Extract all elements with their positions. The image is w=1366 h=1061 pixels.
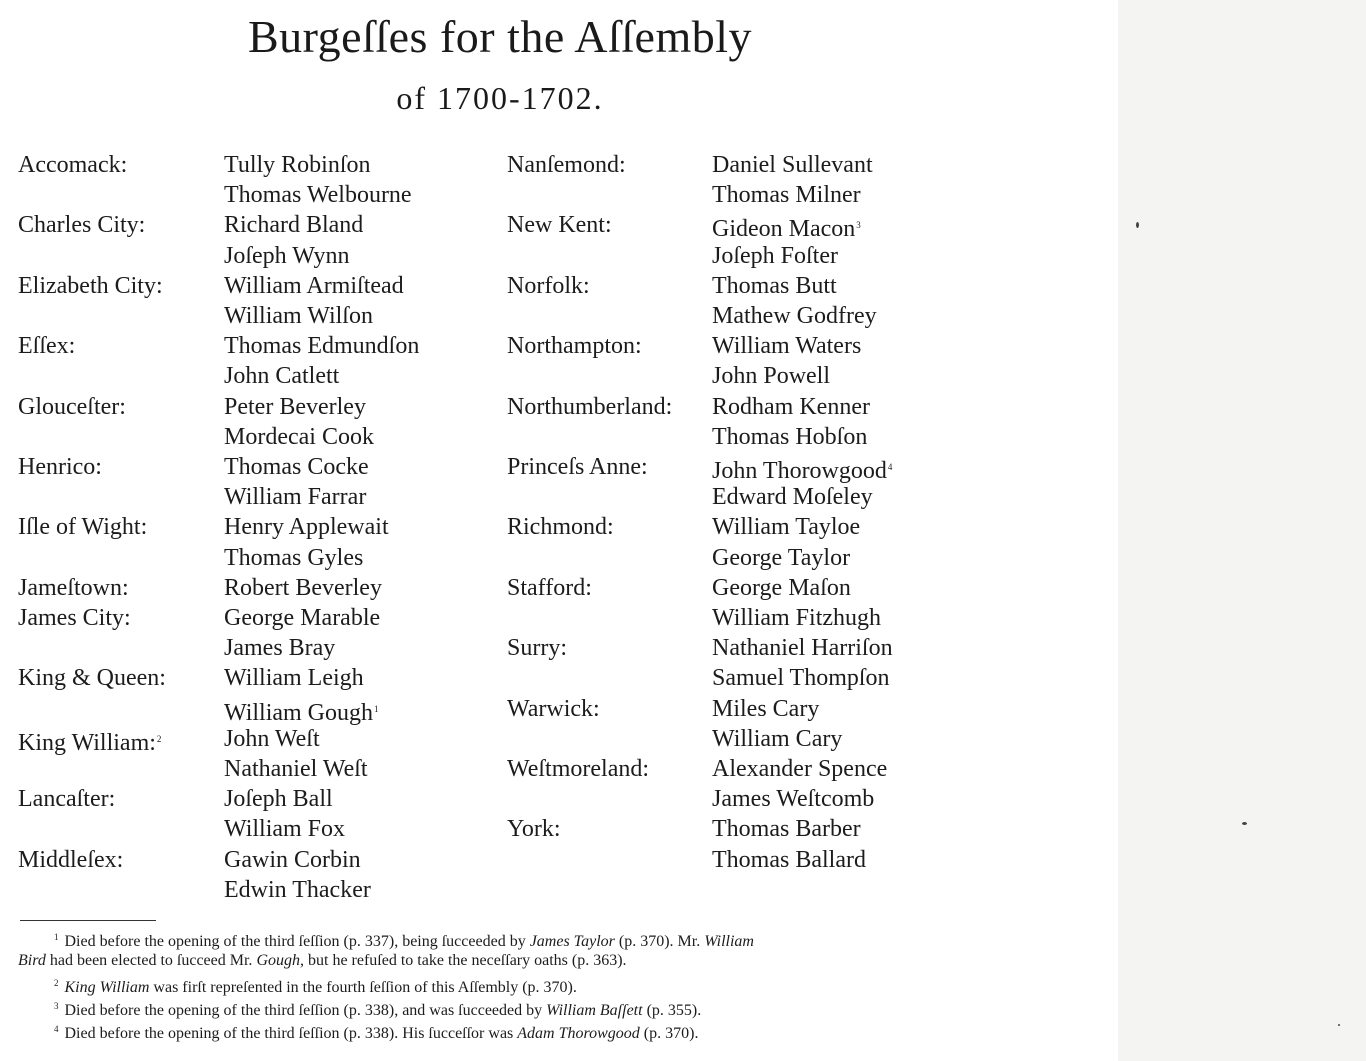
county-label: Northampton: bbox=[507, 333, 642, 360]
burgess-roster bbox=[0, 150, 1118, 920]
county-label: James City: bbox=[18, 605, 131, 631]
burgess-name: Richard Bland bbox=[224, 212, 364, 239]
burgess-name: John Powell bbox=[712, 363, 831, 390]
county-label: Accomack: bbox=[18, 152, 128, 178]
county-label: King & Queen: bbox=[18, 665, 166, 692]
footnote-text: Died before the opening of the third ſeſſion (p. 337), being ſucceeded by bbox=[64, 933, 530, 950]
county-label: Henrico: bbox=[18, 454, 102, 480]
roster-row bbox=[0, 875, 1118, 905]
footnote-italic-text: William bbox=[704, 933, 754, 950]
burgess-name: Joſeph Wynn bbox=[224, 242, 350, 269]
footnote-mark: 4 bbox=[54, 1024, 59, 1034]
footnote-text: (p. 370). bbox=[639, 1025, 699, 1042]
burgess-name: John Weſt bbox=[224, 725, 320, 752]
burgess-name: Gideon Macon$^3$ bbox=[712, 216, 861, 243]
burgess-name: William Wilſon bbox=[224, 303, 373, 329]
roster-row bbox=[0, 150, 1118, 180]
footnote-italic-text: James Taylor bbox=[529, 933, 615, 950]
county-label: Surry: bbox=[507, 635, 567, 662]
footnote-line bbox=[18, 995, 1018, 1018]
scan-speck bbox=[1242, 822, 1247, 825]
burgess-name: Thomas Hobſon bbox=[712, 423, 868, 450]
burgess-name: William Waters bbox=[712, 333, 862, 360]
county-label: Weſtmoreland: bbox=[507, 756, 650, 782]
footnote-line bbox=[18, 926, 1018, 949]
footnote-line bbox=[18, 949, 1018, 972]
burgess-name: Daniel Sullevant bbox=[712, 152, 873, 178]
county-label: Warwick: bbox=[507, 695, 600, 722]
burgess-name: Peter Beverley bbox=[224, 393, 366, 420]
roster-row bbox=[0, 422, 1118, 452]
burgess-name: Thomas Welbourne bbox=[224, 182, 412, 209]
footnote-text: was firſt repreſented in the fourth ſeſſion of this Aſſembly (p. 370). bbox=[149, 979, 577, 996]
burgess-name: Joſeph Ball bbox=[224, 786, 333, 813]
roster-row bbox=[0, 573, 1118, 603]
footnote-text: had been elected to ſucceed Mr. bbox=[45, 952, 257, 969]
burgess-name: Thomas Ballard bbox=[712, 846, 866, 873]
roster-row bbox=[0, 392, 1118, 422]
burgess-name: George Marable bbox=[224, 605, 381, 631]
footnote-italic-text: William Baſſett bbox=[546, 1002, 643, 1019]
county-label: Eſſex: bbox=[18, 333, 76, 360]
footnote-mark: 2 bbox=[54, 978, 59, 988]
roster-row bbox=[0, 271, 1118, 301]
roster-row bbox=[0, 724, 1118, 754]
footnote-line bbox=[18, 1018, 1018, 1041]
burgess-name: William Cary bbox=[712, 725, 843, 752]
burgess-name: Miles Cary bbox=[712, 695, 820, 722]
footnote-italic-text: Adam Thorowgood bbox=[517, 1025, 640, 1042]
county-label: New Kent: bbox=[507, 212, 612, 239]
burgess-name: Nathaniel Weſt bbox=[224, 756, 368, 782]
footnote-text: Died before the opening of the third ſeſſion (p. 338), and was ſucceeded by bbox=[64, 1002, 547, 1019]
county-label: Princeſs Anne: bbox=[507, 454, 648, 480]
burgess-name: Mathew Godfrey bbox=[712, 303, 877, 329]
roster-row bbox=[0, 180, 1118, 210]
burgess-name: Thomas Milner bbox=[712, 182, 861, 209]
burgess-name: Thomas Edmundſon bbox=[224, 333, 420, 360]
roster-row bbox=[0, 301, 1118, 331]
footnote-italic-text: Gough bbox=[256, 952, 300, 969]
footnote-text: Died before the opening of the third ſeſſion (p. 338). His ſucceſſor was bbox=[64, 1025, 518, 1042]
county-label: York: bbox=[507, 816, 561, 843]
county-label: Stafford: bbox=[507, 574, 592, 601]
burgess-name: Joſeph Foſter bbox=[712, 242, 838, 269]
burgess-name: William Fitzhugh bbox=[712, 605, 882, 631]
burgess-name: James Weſtcomb bbox=[712, 786, 875, 813]
county-label: King William:$^2$ bbox=[18, 729, 162, 756]
roster-row bbox=[0, 452, 1118, 482]
county-label: Jameſtown: bbox=[18, 574, 129, 601]
burgess-name: Thomas Gyles bbox=[224, 544, 364, 571]
roster-row bbox=[0, 633, 1118, 663]
roster-row bbox=[0, 663, 1118, 693]
footnote-ref: 3 bbox=[856, 220, 861, 231]
burgess-name: William Farrar bbox=[224, 484, 367, 511]
burgess-name: William Gough$^1$ bbox=[224, 699, 379, 726]
burgess-name: James Bray bbox=[224, 635, 336, 662]
scan-speck bbox=[1338, 1024, 1340, 1026]
burgess-name: Mordecai Cook bbox=[224, 423, 374, 450]
roster-row bbox=[0, 331, 1118, 361]
footnote-text: (p. 370). Mr. bbox=[614, 933, 705, 950]
county-label: Nanſemond: bbox=[507, 152, 626, 178]
roster-row bbox=[0, 361, 1118, 391]
county-label: Northumberland: bbox=[507, 393, 673, 420]
burgess-name: William Armiſtead bbox=[224, 272, 404, 299]
county-label: Iſle of Wight: bbox=[18, 514, 148, 541]
burgess-name: Alexander Spence bbox=[712, 756, 888, 782]
burgess-name: Thomas Barber bbox=[712, 816, 861, 843]
footnote-mark: 3 bbox=[54, 1001, 59, 1011]
roster-row bbox=[0, 845, 1118, 875]
burgess-name: William Leigh bbox=[224, 665, 364, 692]
burgess-name: Edwin Thacker bbox=[224, 876, 371, 903]
roster-row bbox=[0, 814, 1118, 844]
county-label: Glouceſter: bbox=[18, 393, 126, 420]
page-title: Burgeſſes for the Aſſembly bbox=[247, 11, 753, 62]
footnote-line bbox=[18, 972, 1018, 995]
footnote-text: (p. 355). bbox=[642, 1002, 702, 1019]
burgess-name: Tully Robinſon bbox=[224, 152, 371, 178]
roster-row bbox=[0, 210, 1118, 243]
county-label: Charles City: bbox=[18, 212, 146, 239]
burgess-name: William Fox bbox=[224, 816, 346, 843]
burgess-name: Edward Moſeley bbox=[712, 484, 873, 511]
roster-row bbox=[0, 241, 1118, 271]
roster-row bbox=[0, 694, 1118, 724]
footnote-italic-text: King William bbox=[64, 979, 150, 996]
burgess-name: John Thorowgood$^4$ bbox=[712, 458, 893, 484]
burgess-name: Henry Applewait bbox=[224, 514, 389, 541]
burgess-name: Rodham Kenner bbox=[712, 393, 870, 420]
county-label: Elizabeth City: bbox=[18, 272, 163, 299]
burgess-name: George Maſon bbox=[712, 574, 851, 601]
roster-row bbox=[0, 754, 1118, 784]
burgess-name: Thomas Cocke bbox=[224, 454, 369, 480]
burgess-name: John Catlett bbox=[224, 363, 340, 390]
burgess-name: Thomas Butt bbox=[712, 272, 837, 299]
county-label: Lancaſter: bbox=[18, 786, 116, 813]
county-label: Richmond: bbox=[507, 514, 614, 541]
footnote-mark: 1 bbox=[54, 932, 59, 942]
footnote-ref: 2 bbox=[156, 733, 162, 744]
roster-row bbox=[0, 512, 1118, 542]
roster-row bbox=[0, 482, 1118, 512]
footnote-ref: 4 bbox=[887, 462, 893, 472]
footnote-rule bbox=[20, 920, 156, 921]
burgess-name: George Taylor bbox=[712, 544, 851, 571]
footnotes bbox=[18, 926, 1018, 1041]
scan-speck bbox=[1136, 222, 1139, 228]
burgess-name: Gawin Corbin bbox=[224, 846, 361, 873]
footnote-italic-text: Bird bbox=[18, 952, 46, 969]
page-subtitle: of 1700-1702. bbox=[396, 80, 604, 116]
burgess-name: William Tayloe bbox=[712, 514, 861, 541]
burgess-name: Nathaniel Harriſon bbox=[712, 635, 893, 662]
county-label: Norfolk: bbox=[507, 272, 590, 299]
burgess-name: Samuel Thompſon bbox=[712, 665, 890, 692]
footnote-text: , but he refuſed to take the neceſſary oaths (p. 363). bbox=[300, 952, 627, 969]
footnote-ref: 1 bbox=[374, 703, 379, 714]
roster-row bbox=[0, 603, 1118, 633]
roster-row bbox=[0, 543, 1118, 573]
scan-margin bbox=[1118, 0, 1366, 1061]
burgess-name: Robert Beverley bbox=[224, 574, 382, 601]
county-label: Middleſex: bbox=[18, 846, 124, 873]
roster-row bbox=[0, 784, 1118, 814]
